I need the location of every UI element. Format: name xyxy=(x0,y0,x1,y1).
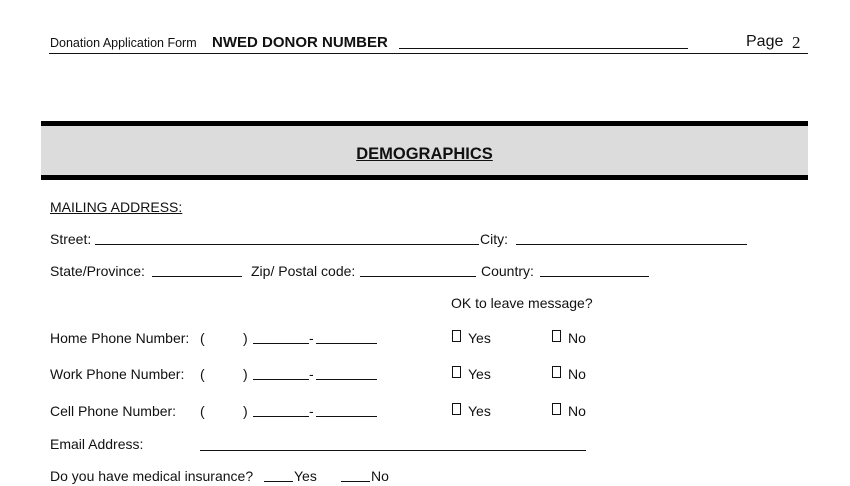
work-ok-no-label: No xyxy=(568,366,586,382)
email-field[interactable] xyxy=(200,450,586,451)
work-area-open: ( xyxy=(200,366,205,382)
work-phone-prefix-field[interactable] xyxy=(253,379,309,380)
country-label: Country: xyxy=(481,263,534,279)
page-label: Page xyxy=(746,33,784,50)
city-label: City: xyxy=(480,231,508,247)
mailing-address-heading: MAILING ADDRESS: xyxy=(50,199,183,215)
work-ok-no-checkbox[interactable] xyxy=(552,366,561,378)
work-ok-yes-label: Yes xyxy=(468,366,491,382)
home-ok-no-label: No xyxy=(568,330,586,346)
street-field[interactable] xyxy=(95,244,479,245)
home-phone-prefix-field[interactable] xyxy=(253,343,309,344)
home-ok-no-checkbox[interactable] xyxy=(552,330,561,342)
cell-ok-no-label: No xyxy=(568,403,586,419)
insurance-yes-label: Yes xyxy=(294,468,317,484)
form-name: Donation Application Form xyxy=(50,36,197,50)
cell-phone-line-field[interactable] xyxy=(316,416,377,417)
demographics-banner xyxy=(41,121,808,180)
home-area-open: ( xyxy=(200,330,205,346)
cell-area-close: ) xyxy=(243,403,248,419)
donor-number-label: NWED DONOR NUMBER xyxy=(212,34,388,51)
home-phone-line-field[interactable] xyxy=(316,343,377,344)
cell-ok-yes-label: Yes xyxy=(468,403,491,419)
cell-ok-yes-checkbox[interactable] xyxy=(452,403,461,415)
home-phone-dash: - xyxy=(309,330,314,346)
work-phone-label: Work Phone Number: xyxy=(50,366,185,382)
insurance-question: Do you have medical insurance? xyxy=(50,468,254,484)
street-label: Street: xyxy=(50,231,92,247)
page-number: 2 xyxy=(792,33,801,52)
cell-ok-no-checkbox[interactable] xyxy=(552,403,561,415)
zip-field[interactable] xyxy=(360,276,476,277)
country-field[interactable] xyxy=(540,276,649,277)
work-area-close: ) xyxy=(243,366,248,382)
insurance-no-field[interactable] xyxy=(341,481,370,482)
cell-phone-prefix-field[interactable] xyxy=(253,416,309,417)
donor-number-field[interactable] xyxy=(399,48,688,49)
cell-phone-dash: - xyxy=(309,403,314,419)
insurance-yes-field[interactable] xyxy=(264,481,293,482)
zip-label: Zip/ Postal code: xyxy=(251,263,356,279)
section-title: DEMOGRAPHICS xyxy=(356,145,493,163)
state-field[interactable] xyxy=(152,276,242,277)
email-label: Email Address: xyxy=(50,436,144,452)
work-ok-yes-checkbox[interactable] xyxy=(452,366,461,378)
city-field[interactable] xyxy=(516,244,747,245)
header-rule xyxy=(49,53,808,54)
home-ok-yes-checkbox[interactable] xyxy=(452,330,461,342)
cell-area-open: ( xyxy=(200,403,205,419)
work-phone-line-field[interactable] xyxy=(316,379,377,380)
state-label: State/Province: xyxy=(50,263,145,279)
cell-phone-label: Cell Phone Number: xyxy=(50,403,177,419)
home-ok-yes-label: Yes xyxy=(468,330,491,346)
ok-message-label: OK to leave message? xyxy=(451,295,593,311)
home-phone-label: Home Phone Number: xyxy=(50,330,190,346)
home-area-close: ) xyxy=(243,330,248,346)
work-phone-dash: - xyxy=(309,366,314,382)
insurance-no-label: No xyxy=(371,468,389,484)
